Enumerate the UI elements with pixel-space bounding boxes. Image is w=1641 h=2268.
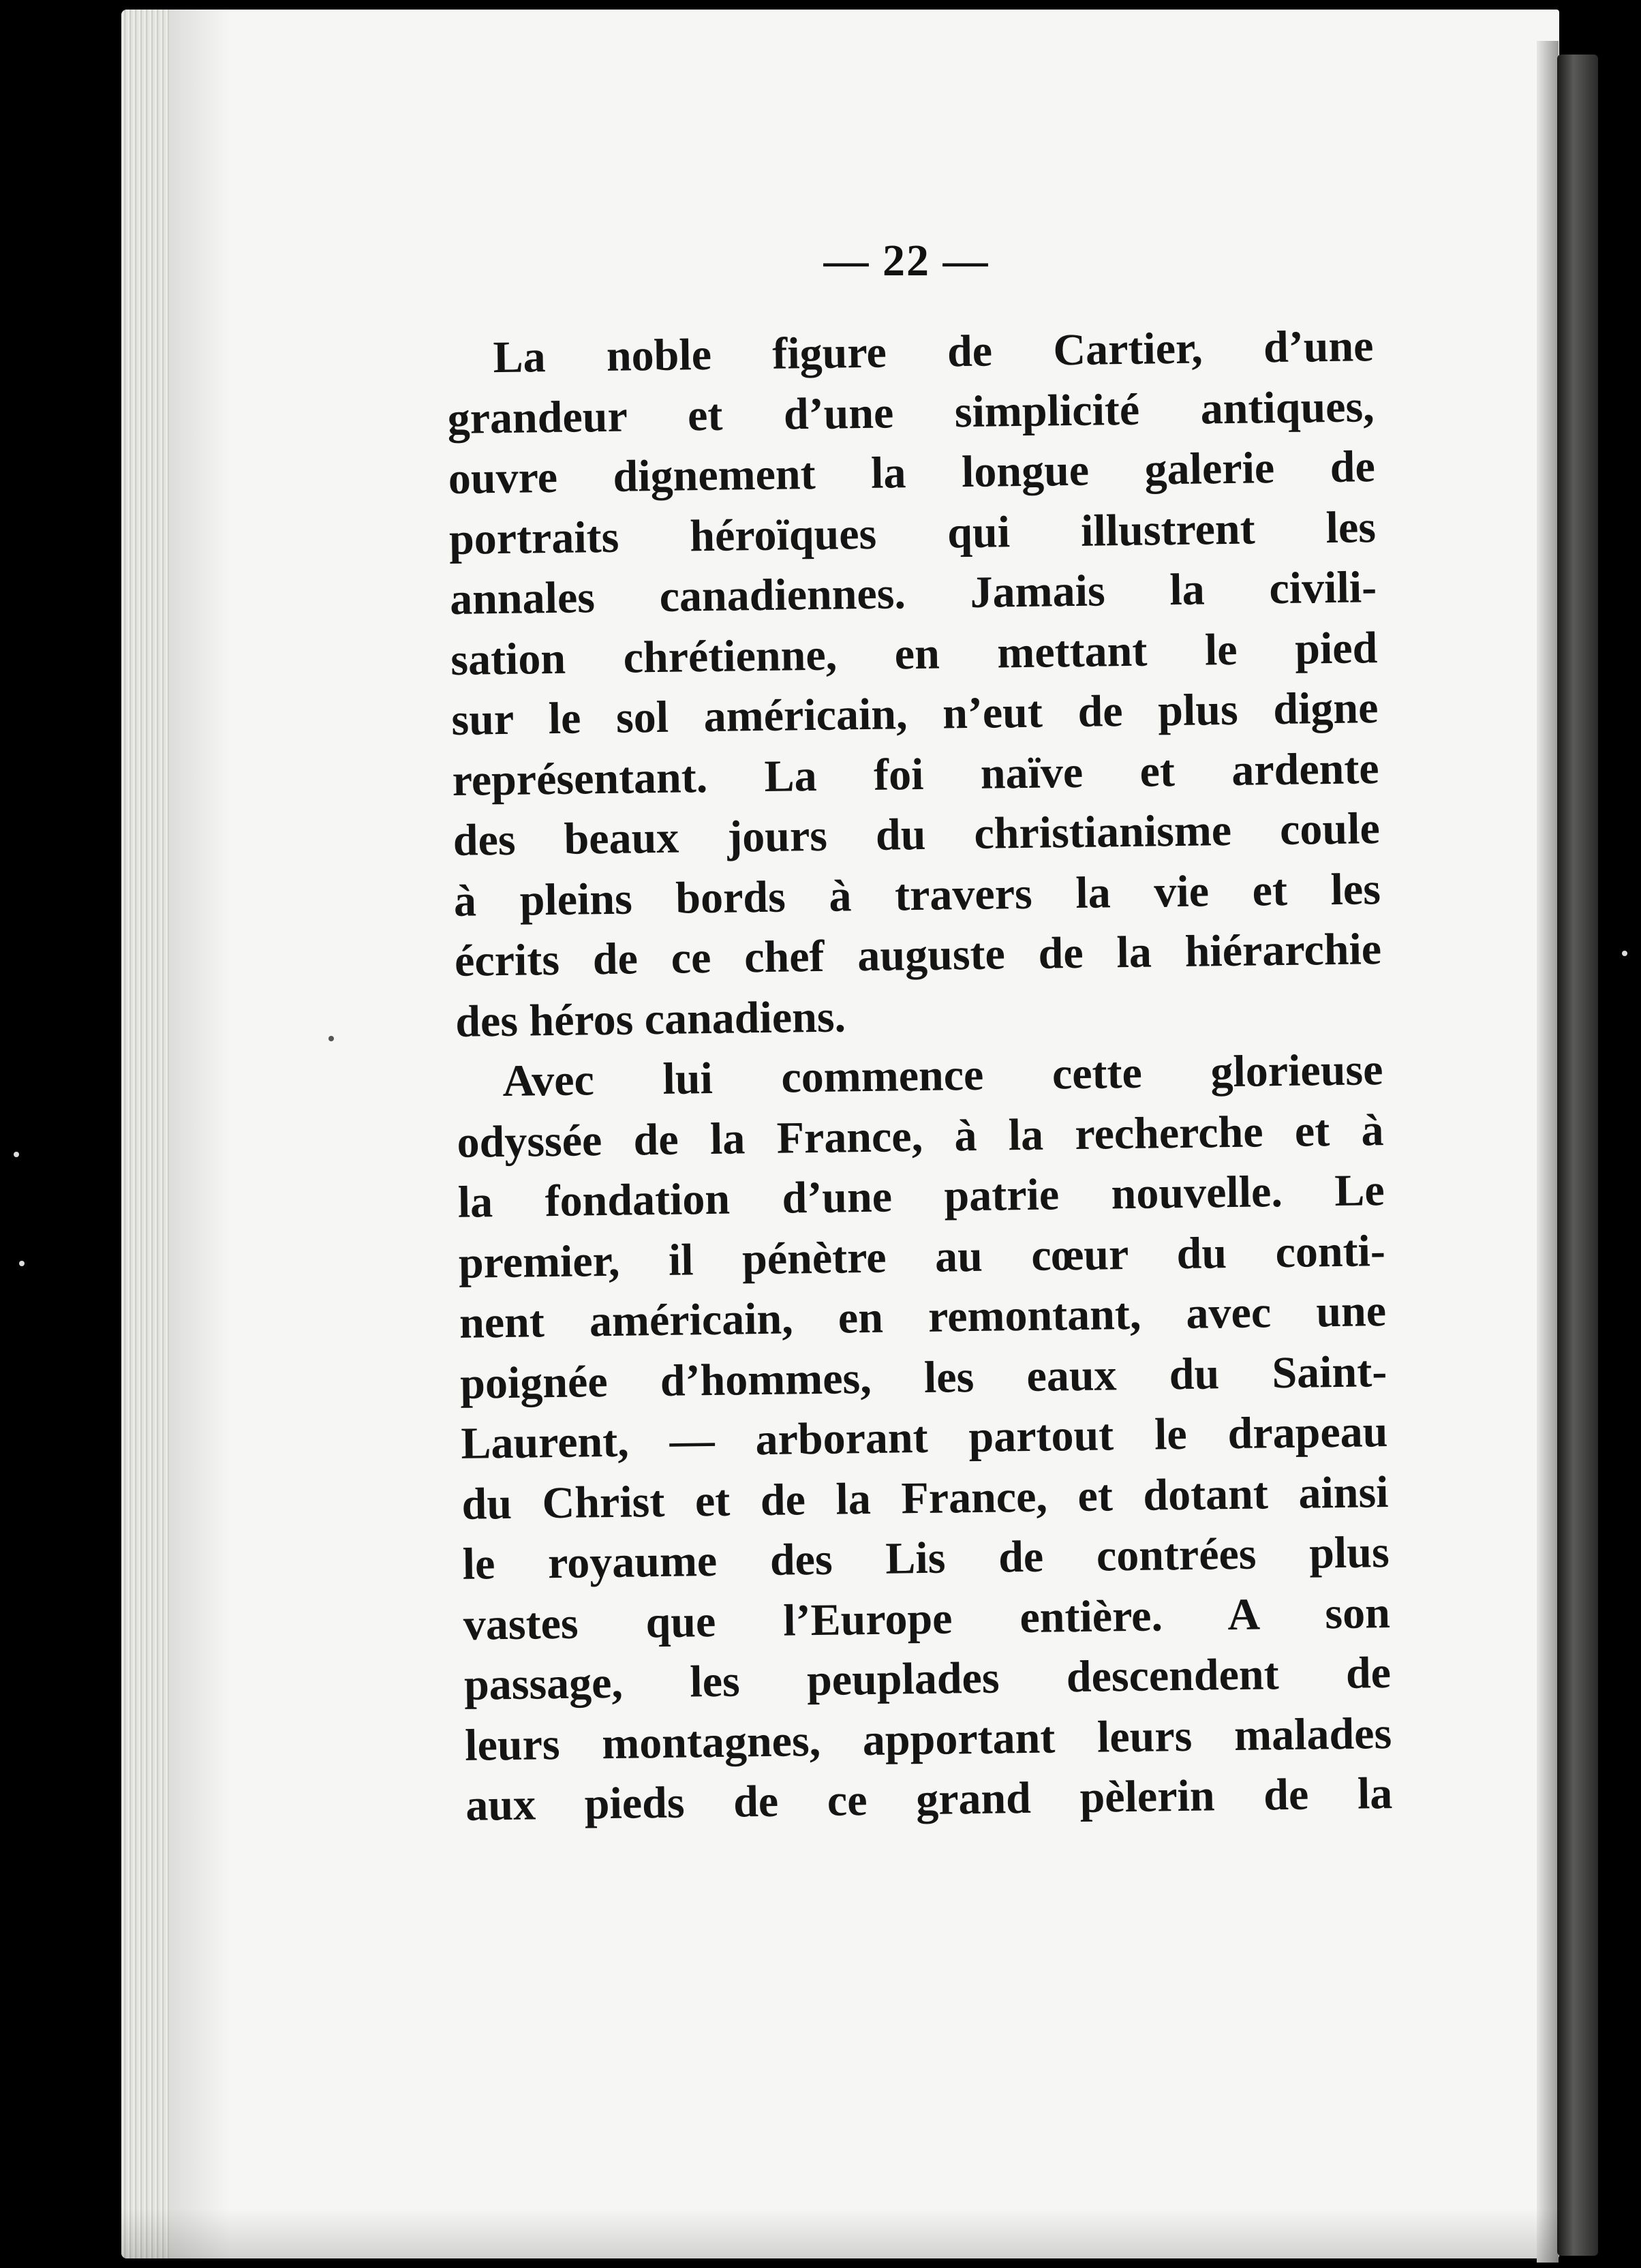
dust-speck <box>328 1036 334 1041</box>
text-line: sation chrétienne, en mettant le pied <box>450 622 1378 685</box>
text-line: sur le sol américain, n’eut de plus digne <box>451 683 1379 745</box>
text-line: premier, il pénètre au cœur du conti- <box>458 1225 1386 1288</box>
text-line: des beaux jours du christianisme coule <box>453 803 1381 865</box>
text-line: vastes que l’Europe entière. A son <box>463 1587 1391 1650</box>
page-edges <box>121 10 169 2258</box>
dust-speck <box>1622 951 1627 956</box>
cover-edge-inner <box>1537 41 1559 2263</box>
text-line: portraits héroïques qui illustrent les <box>448 502 1377 564</box>
text-line: passage, les peuplades descendent de <box>463 1648 1392 1710</box>
dust-speck <box>19 1261 25 1266</box>
body-text <box>446 316 1393 1836</box>
paragraph-1 <box>446 316 1383 1052</box>
text-line: représentant. La foi naïve et ardente <box>452 743 1380 806</box>
text-line: ouvre dignement la longue galerie de <box>448 442 1376 504</box>
text-line: la fondation d’une patrie nouvelle. Le <box>457 1165 1385 1227</box>
text-line: à pleins bords à travers la vie et les <box>453 863 1381 926</box>
text-line: écrits de ce chef auguste de la hiérarchie <box>454 924 1382 986</box>
text-line: annales canadiennes. Jamais la civili- <box>449 562 1377 624</box>
dust-speck <box>14 1152 19 1157</box>
text-line: Avec lui commence cette glorieuse <box>502 1045 1383 1107</box>
text-line: des héros canadiens. <box>455 991 846 1047</box>
paragraph-2 <box>456 1040 1393 1836</box>
text-line: le royaume des Lis de contrées plus <box>462 1527 1390 1589</box>
text-line: leurs montagnes, apportant leurs malades <box>464 1708 1392 1771</box>
text-line: nent américain, en remontant, avec une <box>459 1286 1387 1348</box>
bottom-shadow <box>121 2208 1559 2268</box>
text-line: du Christ et de la France, et dotant ainsi <box>461 1467 1389 1529</box>
gutter-shadow <box>169 10 230 2258</box>
text-line: odyssée de la France, à la recherche et à <box>457 1105 1384 1167</box>
page-number: — 22 — <box>823 236 990 286</box>
text-line: aux pieds de ce grand pèlerin de la <box>465 1768 1393 1830</box>
text-line: poignée d’hommes, les eaux du Saint- <box>459 1346 1387 1409</box>
text-line: grandeur et d’une simplicité antiques, <box>447 381 1375 444</box>
text-line: La noble figure de Cartier, d’une <box>493 321 1374 383</box>
text-line: Laurent, — arborant partout le drapeau <box>460 1407 1388 1469</box>
cover-board <box>1557 55 1598 2256</box>
